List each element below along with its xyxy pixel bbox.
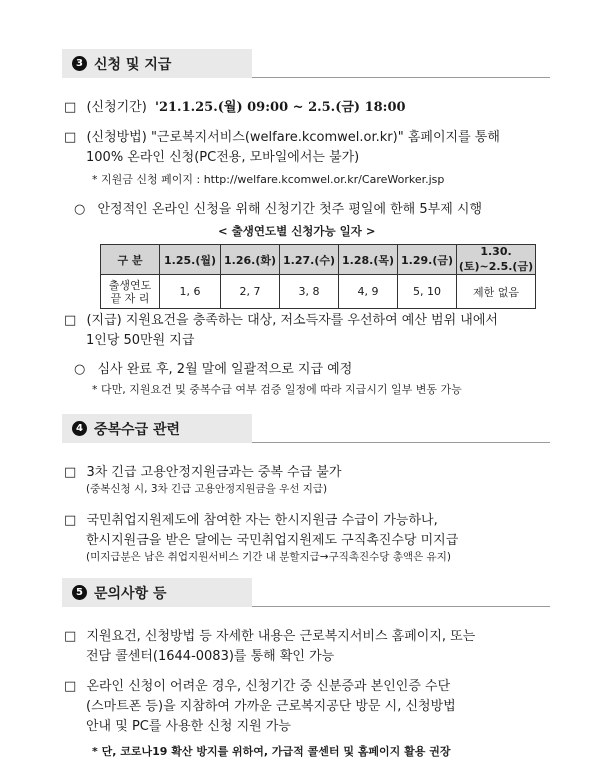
table-header-cell: 1.25.(월) xyxy=(160,245,221,275)
table-header-cell: 1.26.(화) xyxy=(221,245,280,275)
dup2-text: 국민취업지원제도에 참여한 자는 한시지원금 수급이 가능하나, xyxy=(86,513,438,528)
section-divider xyxy=(252,77,550,78)
dup2-line1 xyxy=(64,509,438,528)
checkbox-bullet: □ xyxy=(64,100,77,115)
five-day-text: 안정적인 온라인 신청을 위해 신청기간 첫주 평일에 한해 5부제 시행 xyxy=(97,202,483,217)
table-cell: 2, 7 xyxy=(221,275,280,309)
dup1-line2: (중복신청 시, 3차 긴급 고용안정지원금을 우선 지급) xyxy=(86,483,328,495)
review-text: 심사 완료 후, 2월 말에 일괄적으로 지급 예정 xyxy=(97,362,353,377)
dup1-text: 3차 긴급 고용안정지원금과는 중복 수급 불가 xyxy=(86,465,342,480)
section-title: 중복수급 관련 xyxy=(94,421,181,438)
period-value: '21.1.25.(월) 09:00 ~ 2.5.(금) 18:00 xyxy=(154,100,406,115)
table-cell: 5, 10 xyxy=(398,275,457,309)
section-header-duplicate xyxy=(62,414,252,443)
table-header-row xyxy=(101,245,536,275)
row-label-line1: 출생연도 xyxy=(108,278,152,292)
checkbox-bullet: □ xyxy=(64,465,77,480)
apply-page-note: * 지원금 신청 페이지 : http://welfare.kcomwel.or.kr/CareWorker.jsp xyxy=(92,173,445,186)
table-header-cell: 1.28.(목) xyxy=(339,245,398,275)
inq2-line2: (스마트폰 등)을 지참하여 가까운 근로복지공단 방문 시, 신청방법 xyxy=(86,699,456,714)
method-text: (신청방법) "근로복지서비스(welfare.kcomwel.or.kr)" 홈페이지를 통해 xyxy=(86,130,500,145)
section-header-inquiry xyxy=(62,578,252,607)
table-cell: 3, 8 xyxy=(280,275,339,309)
inq1-text: 지원요건, 신청방법 등 자세한 내용은 근로복지서비스 홈페이지, 또는 xyxy=(86,629,476,644)
dup2-line3: (미지급분은 남은 취업지원서비스 기간 내 분할지급→구직촉진수당 총액은 유지) xyxy=(86,551,451,563)
row-label-line2: 끝 자 리 xyxy=(110,291,150,305)
five-day-rule xyxy=(74,198,482,217)
inq1-line2: 전담 콜센터(1644-0083)를 통해 확인 가능 xyxy=(86,649,335,664)
section-title: 문의사항 등 xyxy=(94,585,167,602)
apply-period xyxy=(64,96,406,115)
table-header-cell: 1.27.(수) xyxy=(280,245,339,275)
section-title: 신청 및 지급 xyxy=(94,56,172,73)
section-header-apply xyxy=(62,49,252,78)
schedule-caption: < 출생연도별 신청가능 일자 > xyxy=(218,224,376,238)
inq2-note: * 단, 코로나19 확산 방지를 위하여, 가급적 콜센터 및 홈페이지 활용 권장 xyxy=(92,745,451,758)
checkbox-bullet: □ xyxy=(64,679,77,694)
section-number-5: 5 xyxy=(72,585,87,600)
circle-bullet: ○ xyxy=(74,202,86,217)
checkbox-bullet: □ xyxy=(64,513,77,528)
table-cell: 제한 없음 xyxy=(457,275,536,309)
section-number-4: 4 xyxy=(72,421,87,436)
table-header-cell: 1.29.(금) xyxy=(398,245,457,275)
payment-text: (지급) 지원요건을 충족하는 대상, 저소득자를 우선하여 예산 범위 내에서 xyxy=(86,313,498,328)
table-row xyxy=(101,275,536,309)
dup2-line2: 한시지원금을 받은 달에는 국민취업지원제도 구직촉진수당 미지급 xyxy=(86,533,459,548)
review-note: * 다만, 지원요건 및 중복수급 여부 검증 일정에 따라 지급시기 일부 변동 가능 xyxy=(92,383,462,396)
review-line xyxy=(74,358,352,377)
period-label: (신청기간) xyxy=(86,100,147,115)
section-divider xyxy=(252,606,550,607)
payment-line1 xyxy=(64,309,498,328)
section-divider xyxy=(252,442,550,443)
table-cell: 4, 9 xyxy=(339,275,398,309)
table-header-cell: 1.30.(토)~2.5.(금) xyxy=(457,245,536,275)
inq1-line1 xyxy=(64,625,475,644)
inq2-line1 xyxy=(64,675,450,694)
inq2-line3: 안내 및 PC를 사용한 신청 지원 가능 xyxy=(86,719,291,734)
dup1-line1 xyxy=(64,461,341,480)
section-number-3: 3 xyxy=(72,56,87,71)
checkbox-bullet: □ xyxy=(64,313,77,328)
table-header-cell: 구 분 xyxy=(101,245,160,275)
checkbox-bullet: □ xyxy=(64,130,77,145)
payment-line2: 1인당 50만원 지급 xyxy=(86,333,195,348)
table-cell: 1, 6 xyxy=(160,275,221,309)
apply-method-line1 xyxy=(64,126,500,145)
apply-method-line2: 100% 온라인 신청(PC전용, 모바일에서는 불가) xyxy=(86,150,360,165)
circle-bullet: ○ xyxy=(74,362,86,377)
row-label-cell xyxy=(101,275,160,309)
checkbox-bullet: □ xyxy=(64,629,77,644)
inq2-text: 온라인 신청이 어려운 경우, 신청기간 중 신분증과 본인인증 수단 xyxy=(86,679,451,694)
schedule-table xyxy=(100,244,536,309)
